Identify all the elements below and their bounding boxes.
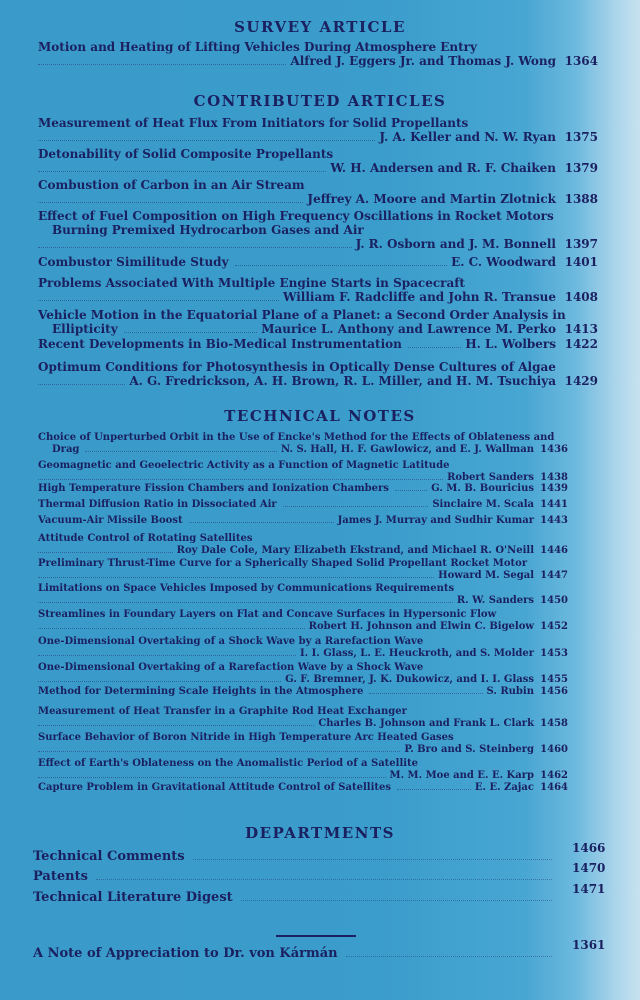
- entry-title: Patents: [33, 869, 88, 884]
- entry-title: Capture Problem in Gravitational Attitude Control of Satellites: [38, 782, 391, 793]
- dot-leader: [38, 202, 303, 203]
- toc-entry[interactable]: [38, 337, 598, 351]
- toc-entry[interactable]: [38, 209, 598, 251]
- entry-page: 1466: [572, 841, 606, 855]
- entry-title: Combustion of Carbon in an Air Stream: [38, 178, 305, 192]
- entry-title: Combustor Similitude Study: [38, 255, 229, 269]
- entry-authors: Howard M. Segal: [438, 570, 534, 581]
- entry-authors: Maurice L. Anthony and Lawrence M. Perko: [261, 322, 556, 336]
- entry-page: 1397: [564, 237, 598, 251]
- entry-page: 1460: [540, 744, 568, 755]
- dot-leader: [346, 956, 552, 957]
- toc-entry[interactable]: [38, 255, 598, 269]
- entry-page: 1439: [540, 483, 568, 494]
- dot-leader: [38, 140, 375, 141]
- entry-title: Effect of Fuel Composition on High Frequency Oscillations in Rocket Motors: [38, 209, 554, 223]
- entry-page: 1471: [572, 882, 606, 896]
- toc-entry[interactable]: [38, 432, 568, 456]
- dot-leader: [369, 693, 482, 694]
- entry-authors: S. Rubin: [486, 686, 534, 697]
- entry-authors: R. W. Sanders: [456, 595, 534, 606]
- technical-notes-heading: TECHNICAL NOTES: [224, 407, 416, 425]
- entry-title: Problems Associated With Multiple Engine Starts in Spacecraft: [38, 276, 465, 290]
- dot-leader: [193, 859, 552, 860]
- entry-title-cont: Burning Premixed Hydrocarbon Gases and Air: [52, 223, 364, 237]
- toc-entry[interactable]: [38, 609, 568, 633]
- entry-title-cont: Ellipticity: [52, 322, 118, 336]
- entry-title: Measurement of Heat Transfer in a Graphite Rod Heat Exchanger: [38, 706, 407, 717]
- entry-page: 1364: [564, 54, 598, 68]
- entry-page: 1375: [564, 130, 598, 144]
- entry-page: 1446: [540, 545, 568, 556]
- entry-page: 1456: [540, 686, 568, 697]
- dot-leader: [38, 628, 305, 629]
- toc-entry[interactable]: [38, 533, 568, 557]
- entry-authors: Roy Dale Cole, Mary Elizabeth Ekstrand, and Michael R. O'Neill: [176, 545, 534, 556]
- dot-leader: [38, 602, 453, 603]
- entry-page: 1464: [540, 782, 568, 793]
- entry-title: Measurement of Heat Flux From Initiators for Solid Propellants: [38, 116, 469, 130]
- toc-entry[interactable]: [38, 782, 568, 794]
- entry-title: Optimum Conditions for Photosynthesis in Optically Dense Cultures of Algae: [38, 360, 556, 374]
- dot-leader: [38, 552, 173, 553]
- toc-entry[interactable]: [38, 732, 568, 756]
- toc-entry[interactable]: [38, 706, 568, 730]
- entry-page: 1413: [564, 322, 598, 336]
- dot-leader: [408, 347, 461, 348]
- entry-authors: W. H. Andersen and R. F. Chaiken: [330, 161, 556, 175]
- toc-entry[interactable]: [38, 515, 568, 527]
- entry-page: 1443: [540, 515, 568, 526]
- entry-authors: Robert Sanders: [447, 472, 534, 483]
- entry-page: 1408: [564, 290, 598, 304]
- entry-page: 1438: [540, 472, 568, 483]
- entry-page: 1450: [540, 595, 568, 606]
- entry-title: Preliminary Thrust-Time Curve for a Spherically Shaped Solid Propellant Rocket Motor: [38, 558, 528, 569]
- entry-page: 1455: [540, 674, 568, 685]
- dot-leader: [38, 655, 296, 656]
- divider-rule: [276, 935, 356, 937]
- entry-authors: E. C. Woodward: [451, 255, 556, 269]
- entry-authors: Alfred J. Eggers Jr. and Thomas J. Wong: [290, 54, 556, 68]
- toc-entry[interactable]: [33, 861, 606, 884]
- entry-title: Streamlines in Foundary Layers on Flat and Concave Surfaces in Hypersonic Flow: [38, 609, 497, 620]
- entry-title: Surface Behavior of Boron Nitride in High Temperature Arc Heated Gases: [38, 732, 454, 743]
- entry-page: 1452: [540, 621, 568, 632]
- entry-page: 1458: [540, 718, 568, 729]
- entry-authors: G. F. Bremner, J. K. Dukowicz, and I. I. Glass: [285, 674, 534, 685]
- entry-authors: N. S. Hall, H. F. Gawlowicz, and E. J. Wallman: [281, 444, 534, 455]
- toc-entry[interactable]: [38, 308, 598, 336]
- toc-entry[interactable]: [33, 841, 606, 864]
- entry-title: Geomagnetic and Geoelectric Activity as a Function of Magnetic Latitude: [38, 460, 450, 471]
- toc-entry[interactable]: [38, 636, 568, 660]
- dot-leader: [38, 300, 279, 301]
- dot-leader: [189, 522, 334, 523]
- entry-authors: H. L. Wolbers: [465, 337, 556, 351]
- dot-leader: [397, 789, 471, 790]
- entry-authors: M. M. Moe and E. E. Karp: [389, 770, 534, 781]
- dot-leader: [395, 490, 427, 491]
- dot-leader: [38, 777, 386, 778]
- entry-authors: E. E. Zajac: [474, 782, 534, 793]
- entry-title: Choice of Unperturbed Orbit in the Use of Encke's Method for the Effects of Oblateness and: [38, 432, 555, 443]
- entry-title: High Temperature Fission Chambers and Ionization Chambers: [38, 483, 389, 494]
- entry-title-cont: Drag: [52, 444, 80, 455]
- dot-leader: [38, 751, 400, 752]
- toc-entry[interactable]: [38, 460, 568, 484]
- dot-leader: [283, 506, 429, 507]
- toc-entry[interactable]: [38, 147, 598, 175]
- entry-title: Technical Comments: [33, 849, 185, 864]
- entry-page: 1429: [564, 374, 598, 388]
- entry-title: Attitude Control of Rotating Satellites: [38, 533, 253, 544]
- toc-entry[interactable]: [38, 558, 568, 582]
- toc-entry[interactable]: [38, 360, 598, 388]
- entry-authors: William F. Radcliffe and John R. Transue: [282, 290, 556, 304]
- dot-leader: [38, 64, 286, 65]
- toc-entry[interactable]: [38, 178, 598, 206]
- dot-leader: [235, 265, 448, 266]
- toc-entry[interactable]: [38, 662, 568, 686]
- entry-page: 1436: [540, 444, 568, 455]
- dot-leader: [38, 247, 352, 248]
- dot-leader: [38, 171, 326, 172]
- departments-heading: DEPARTMENTS: [245, 824, 395, 842]
- entry-authors: P. Bro and S. Steinberg: [404, 744, 534, 755]
- entry-authors: I. I. Glass, L. E. Heuckroth, and S. Molder: [299, 648, 534, 659]
- entry-page: 1388: [564, 192, 598, 206]
- dot-leader: [241, 900, 552, 901]
- entry-title: Vacuum-Air Missile Boost: [38, 515, 183, 526]
- contributed-heading: CONTRIBUTED ARTICLES: [193, 92, 447, 110]
- entry-authors: Jeffrey A. Moore and Martin Zlotnick: [307, 192, 556, 206]
- toc-entry[interactable]: [38, 686, 568, 698]
- survey-heading: SURVEY ARTICLE: [234, 18, 406, 36]
- entry-title: Recent Developments in Bio-Medical Instrumentation: [38, 337, 402, 351]
- dot-leader: [38, 479, 443, 480]
- entry-page: 1462: [540, 770, 568, 781]
- entry-page: 1470: [572, 861, 606, 875]
- entry-title: Thermal Diffusion Ratio in Dissociated Air: [38, 499, 277, 510]
- entry-authors: Charles B. Johnson and Frank L. Clark: [318, 718, 534, 729]
- entry-authors: G. M. B. Bouricius: [431, 483, 534, 494]
- entry-page: 1401: [564, 255, 598, 269]
- entry-title: Vehicle Motion in the Equatorial Plane of a Planet: a Second Order Analysis in: [38, 308, 566, 322]
- entry-title: Effect of Earth's Oblateness on the Anomalistic Period of a Satellite: [38, 758, 419, 769]
- entry-title: Detonability of Solid Composite Propellants: [38, 147, 334, 161]
- toc-entry[interactable]: [38, 276, 598, 304]
- toc-entry[interactable]: [38, 758, 568, 782]
- entry-page: 1379: [564, 161, 598, 175]
- dot-leader: [124, 332, 258, 333]
- entry-page: 1447: [540, 570, 568, 581]
- entry-page: 1422: [564, 337, 598, 351]
- entry-page: 1361: [572, 938, 606, 952]
- entry-authors: A. G. Fredrickson, A. H. Brown, R. L. Miller, and H. M. Tsuchiya: [129, 374, 556, 388]
- dot-leader: [85, 451, 277, 452]
- entry-page: 1453: [540, 648, 568, 659]
- entry-title: Limitations on Space Vehicles Imposed by Communications Requirements: [38, 583, 455, 594]
- toc-entry[interactable]: [38, 583, 568, 607]
- toc-entry[interactable]: [38, 483, 568, 495]
- entry-title: A Note of Appreciation to Dr. von Kármán: [33, 946, 338, 961]
- dot-leader: [38, 725, 314, 726]
- dot-leader: [38, 681, 281, 682]
- entry-authors: Sinclaire M. Scala: [432, 499, 534, 510]
- toc-entry[interactable]: [33, 938, 606, 961]
- entry-authors: James J. Murray and Sudhir Kumar: [337, 515, 534, 526]
- toc-entry[interactable]: [33, 882, 606, 905]
- entry-authors: J. A. Keller and N. W. Ryan: [379, 130, 556, 144]
- dot-leader: [38, 577, 434, 578]
- entry-title: One-Dimensional Overtaking of a Rarefaction Wave by a Shock Wave: [38, 662, 424, 673]
- toc-entry[interactable]: [38, 40, 598, 68]
- toc-entry[interactable]: [38, 116, 598, 144]
- entry-title: Technical Literature Digest: [33, 890, 233, 905]
- dot-leader: [38, 384, 125, 385]
- entry-authors: J. R. Osborn and J. M. Bonnell: [355, 237, 556, 251]
- entry-authors: Robert H. Johnson and Elwin C. Bigelow: [308, 621, 534, 632]
- toc-entry[interactable]: [38, 499, 568, 511]
- entry-title: Method for Determining Scale Heights in the Atmosphere: [38, 686, 364, 697]
- entry-title: Motion and Heating of Lifting Vehicles During Atmosphere Entry: [38, 40, 477, 54]
- entry-page: 1441: [540, 499, 568, 510]
- dot-leader: [96, 879, 552, 880]
- entry-title: One-Dimensional Overtaking of a Shock Wave by a Rarefaction Wave: [38, 636, 424, 647]
